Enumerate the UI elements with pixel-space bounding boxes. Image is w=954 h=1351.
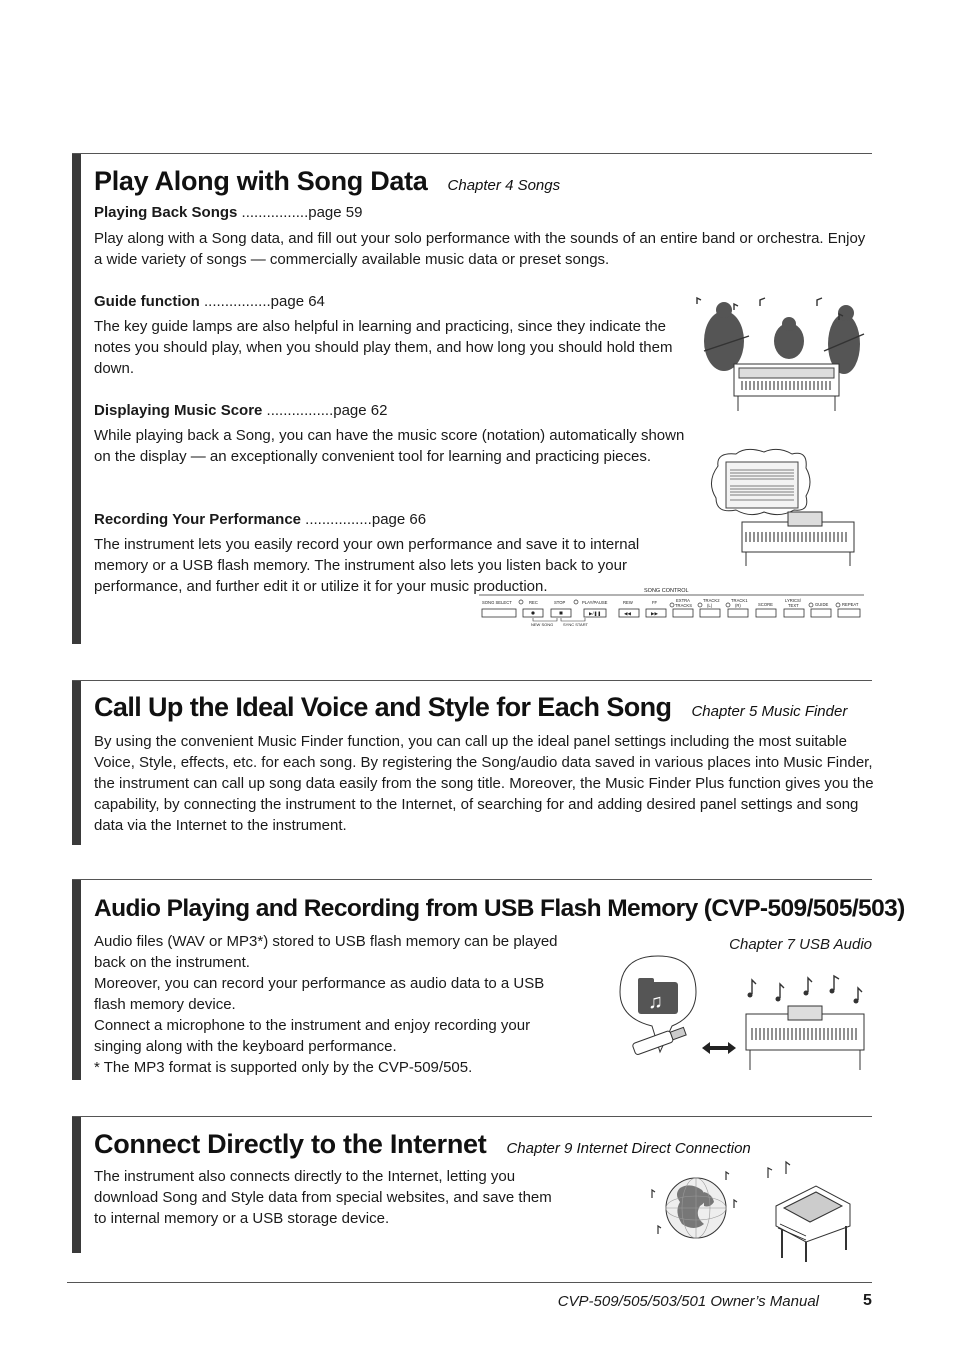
usb-audio-text (94, 931, 574, 1078)
panel-label: REC (529, 600, 538, 605)
panel-label: SONG SELECT (482, 600, 512, 605)
paragraph-internet: The instrument also connects directly to the Internet, letting you download Song and Style data from special websites, and save them to internal memory or a USB storage device. (94, 1168, 552, 1227)
panel-label: TRACK2 (703, 598, 720, 603)
internet-illustration (640, 1158, 856, 1262)
globe-icon (666, 1178, 726, 1238)
footer-rule (67, 1282, 872, 1283)
section-title: Call Up the Ideal Voice and Style for Each Song Chapter 5 Music Finder (94, 692, 848, 722)
song-control-header: SONG CONTROL (644, 588, 689, 594)
section-title: Audio Playing and Recording from USB Flash Memory (CVP-509/505/503) (94, 895, 905, 922)
panel-sublabel: SYNC START (563, 622, 588, 627)
paragraph-guide: The key guide lamps are also helpful in learning and practicing, since they indicate the notes you should play, when you should play them, and how long you should hold them down. (94, 318, 673, 377)
section-title: Play Along with Song Data Chapter 4 Songs (94, 166, 561, 196)
paragraph-score: While playing back a Song, you can have the music score (notation) automatically shown on the display — an exceptionally convenient tool for learning and practicing pieces. (94, 427, 685, 465)
song-control-panel (478, 585, 866, 629)
subheading-playing-back-songs: Playing Back Songs ................page 59 (94, 204, 363, 221)
band-illustration (694, 296, 872, 412)
chapter-ref: Chapter 7 USB Audio (729, 936, 872, 953)
arrow-icon (702, 1042, 736, 1054)
section-bar (72, 681, 81, 845)
panel-label: GUIDE (815, 602, 829, 607)
music-note-icon: ♫ (648, 991, 663, 1013)
section-bar (72, 1117, 81, 1253)
manual-title: CVP-509/505/503/501 Owner’s Manual (557, 1293, 819, 1310)
paragraph-music-finder: By using the convenient Music Finder function, you can call up the ideal panel settings including the most suitable Voice, Style, effects, etc. for each song. By registering the Song/audio data saved in various places into Music Finder, the instrument can call up song data easily from the song title. Moreover, the Music Finder Plus function gives you the capability, by connecting the instrument to the Internet, of searching for and adding desired panel settings and song data via the Internet to the instrument. (94, 733, 874, 834)
panel-label: (L) (707, 603, 713, 608)
panel-label: FF (652, 600, 658, 605)
panel-label: SCORE (758, 602, 773, 607)
chapter-ref: Chapter 9 Internet Direct Connection (506, 1140, 751, 1157)
section-bar (72, 880, 81, 1080)
panel-sublabel: NEW SONG (531, 622, 554, 627)
score-display-illustration (706, 446, 866, 568)
svg-text:▶/❚❚: ▶/❚❚ (589, 611, 602, 616)
subheading-recording: Recording Your Performance ................page 66 (94, 511, 427, 528)
paragraph-line: Connect a microphone to the instrument and enjoy recording your singing along with the keyboard performance. (94, 1017, 531, 1055)
page-number: 5 (863, 1292, 872, 1309)
svg-text:▶▶: ▶▶ (651, 611, 658, 616)
section-title: Connect Directly to the Internet Chapter 9 Internet Direct Connection (94, 1129, 751, 1159)
section-music-finder (72, 680, 872, 845)
paragraph-line: * The MP3 format is supported only by the CVP-509/505. (94, 1059, 473, 1076)
paragraph-line: Audio files (WAV or MP3*) stored to USB flash memory can be played back on the instrument. (94, 933, 558, 971)
panel-label: TRACK1 (731, 598, 748, 603)
subheading-displaying-score: Displaying Music Score ................page 62 (94, 402, 388, 419)
svg-text:◀◀: ◀◀ (624, 611, 631, 616)
panel-label: EXTRA (676, 598, 690, 603)
panel-label: TRACKS (675, 603, 692, 608)
paragraph-line: Moreover, you can record your performance as audio data to a USB flash memory device. (94, 975, 545, 1013)
subheading-guide-function: Guide function ................page 64 (94, 293, 325, 310)
usb-audio-illustration (612, 952, 870, 1072)
music-notes-icon (752, 976, 862, 1000)
panel-label: PLAY/PAUSE (582, 600, 608, 605)
panel-label: LYRICS/ (785, 598, 801, 603)
paragraph-playing-back: Play along with a Song data, and fill out your solo performance with the sounds of an entire band or orchestra. Enjoy a wide variety of songs — commercially available music data or preset songs. (94, 230, 866, 268)
section-bar (72, 154, 81, 644)
chapter-ref: Chapter 5 Music Finder (691, 703, 848, 720)
paragraph-recording: The instrument lets you easily record your own performance and save it to internal memory or a USB flash memory. The instrument also lets you listen back to your performance, and further edit it or utilize it for your music production. (94, 536, 640, 595)
panel-label: REW (623, 600, 633, 605)
panel-label: (R) (735, 603, 741, 608)
grand-piano-icon (776, 1186, 850, 1262)
panel-label: REPEAT (842, 602, 859, 607)
panel-label: TEXT (788, 603, 799, 608)
chapter-ref: Chapter 4 Songs (447, 177, 561, 194)
panel-label: STOP (554, 600, 566, 605)
section-content (94, 681, 872, 845)
